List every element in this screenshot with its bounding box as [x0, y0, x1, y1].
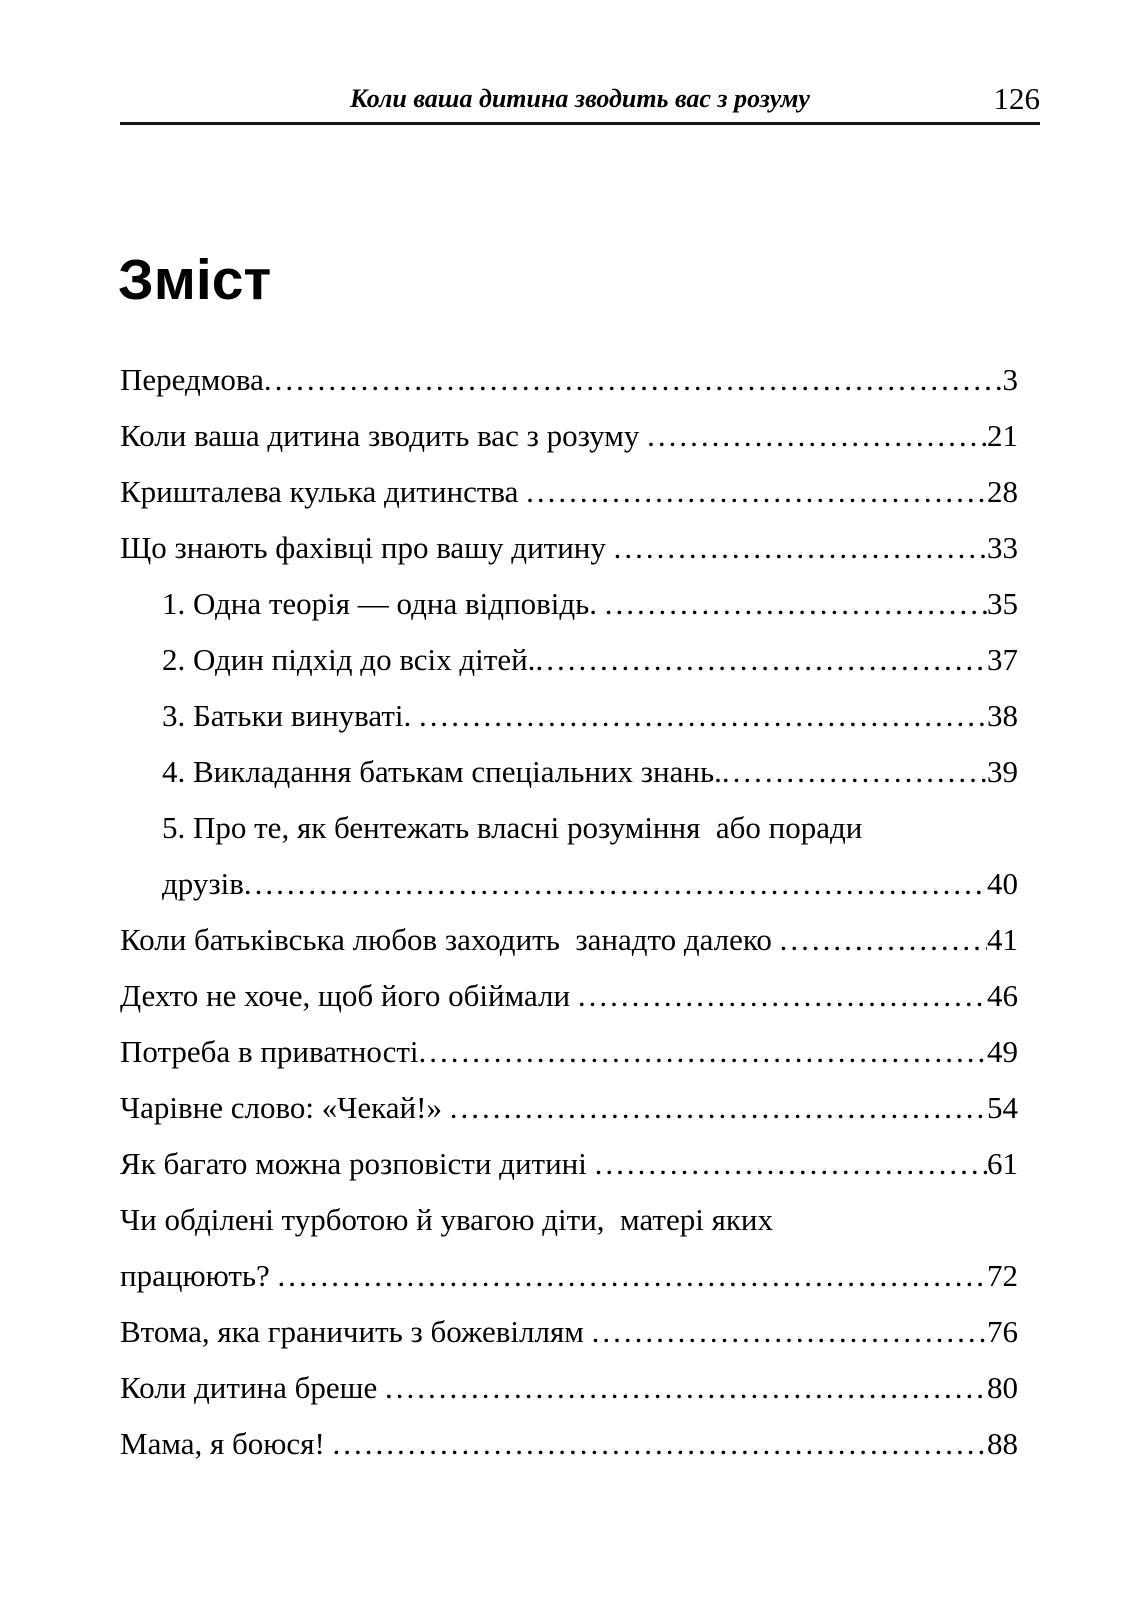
toc-dot-leader — [722, 744, 987, 800]
toc-dot-leader — [614, 520, 987, 576]
toc-entry-label: 3. Батьки винуваті. — [162, 698, 420, 733]
toc-entry-main-line — [120, 856, 1018, 912]
toc-entry-page: 88 — [987, 1426, 1018, 1461]
toc-entry — [120, 1192, 1018, 1304]
toc-entry-page: 54 — [987, 1090, 1018, 1125]
toc-entry-page: 41 — [987, 922, 1018, 957]
toc-entry-label: 2. Один підхід до всіх дітей. — [162, 642, 536, 677]
toc-entry-label: Коли батьківська любов заходить занадто далеко — [120, 922, 780, 957]
toc-entry-page: 39 — [987, 754, 1018, 789]
toc-entry-main-line — [120, 352, 1018, 408]
toc-entry-main-line — [120, 1304, 1018, 1360]
toc-dot-leader — [595, 1136, 987, 1192]
toc-dot-leader — [592, 1304, 987, 1360]
toc-entry-wrap-line — [120, 800, 1018, 856]
toc-dot-leader — [647, 408, 987, 464]
toc-entry-main-line — [120, 1416, 1018, 1472]
toc-dot-leader — [333, 1416, 987, 1472]
toc-entry-label: Коли ваша дитина зводить вас з розуму — [120, 418, 648, 453]
toc-entry-label: Кришталева кулька дитинства — [120, 474, 527, 509]
toc-entry-wrap-line — [120, 1192, 1018, 1248]
toc-entry — [120, 576, 1018, 632]
toc-dot-leader — [535, 632, 987, 688]
toc-entry — [120, 352, 1018, 408]
toc-entry — [120, 1136, 1018, 1192]
toc-entry — [120, 800, 1018, 912]
toc-dot-leader — [264, 352, 1003, 408]
toc-dot-leader — [526, 464, 987, 520]
toc-entry — [120, 1024, 1018, 1080]
toc-entry — [120, 464, 1018, 520]
toc-dot-leader — [419, 1024, 987, 1080]
toc-entry-page: 28 — [987, 474, 1018, 509]
toc-entry-page: 38 — [987, 698, 1018, 733]
toc-entry-label: 4. Викладання батькам спеціальних знань. — [162, 754, 722, 789]
table-of-contents — [120, 352, 1018, 1472]
toc-entry-label: Чарівне слово: «Чекай!» — [120, 1090, 450, 1125]
toc-dot-leader — [780, 912, 987, 968]
toc-entry — [120, 520, 1018, 576]
toc-entry-label: Як багато можна розповісти дитині — [120, 1146, 595, 1181]
toc-entry-page: 21 — [987, 418, 1018, 453]
toc-entry-label: Коли дитина бреше — [120, 1370, 386, 1405]
running-title: Коли ваша дитина зводить вас з розуму — [350, 84, 810, 113]
toc-dot-leader — [385, 1360, 987, 1416]
toc-entry-main-line — [120, 1248, 1018, 1304]
toc-entry-main-line — [120, 968, 1018, 1024]
toc-entry-page: 76 — [987, 1314, 1018, 1349]
toc-entry-label: Мама, я боюся! — [120, 1426, 333, 1461]
toc-entry-page: 40 — [987, 866, 1018, 901]
toc-entry-label: Передмова — [120, 362, 264, 397]
toc-entry-label: працюють? — [120, 1258, 278, 1293]
toc-entry — [120, 1360, 1018, 1416]
toc-entry-label: Що знають фахівці про вашу дитину — [120, 530, 614, 565]
toc-dot-leader — [450, 1080, 987, 1136]
page-title: Зміст — [118, 248, 272, 312]
toc-dot-leader — [278, 1248, 987, 1304]
toc-entry-label: Втома, яка граничить з божевіллям — [120, 1314, 592, 1349]
toc-entry-main-line — [120, 744, 1018, 800]
toc-entry-page: 3 — [1002, 362, 1018, 397]
page-header — [120, 70, 1040, 125]
toc-entry-main-line — [120, 576, 1018, 632]
toc-entry — [120, 1416, 1018, 1472]
toc-entry-page: 49 — [987, 1034, 1018, 1069]
toc-entry — [120, 1304, 1018, 1360]
toc-entry-main-line — [120, 464, 1018, 520]
toc-entry-label: Дехто не хоче, щоб його обіймали — [120, 978, 578, 1013]
toc-entry — [120, 912, 1018, 968]
toc-entry-page: 80 — [987, 1370, 1018, 1405]
toc-entry — [120, 408, 1018, 464]
page-number: 126 — [993, 81, 1040, 116]
toc-entry-label: Потреба в приватності — [120, 1034, 419, 1069]
toc-entry-page: 37 — [987, 642, 1018, 677]
toc-entry-main-line — [120, 1136, 1018, 1192]
toc-entry-page: 46 — [987, 978, 1018, 1013]
toc-entry-main-line — [120, 1080, 1018, 1136]
toc-entry-main-line — [120, 1024, 1018, 1080]
toc-dot-leader — [419, 688, 987, 744]
toc-entry — [120, 1080, 1018, 1136]
toc-dot-leader — [244, 856, 987, 912]
toc-entry-label: 1. Одна теорія — одна відповідь. — [162, 586, 605, 621]
toc-entry — [120, 968, 1018, 1024]
toc-entry-page: 72 — [987, 1258, 1018, 1293]
toc-dot-leader — [605, 576, 987, 632]
toc-entry-page: 33 — [987, 530, 1018, 565]
toc-entry-label: Чи обділені турботою й увагою діти, матері яких — [120, 1202, 773, 1237]
toc-entry-main-line — [120, 688, 1018, 744]
toc-entry-page: 35 — [987, 586, 1018, 621]
toc-entry-label: друзів — [162, 866, 244, 901]
toc-entry — [120, 744, 1018, 800]
toc-entry-label: 5. Про те, як бентежать власні розуміння або поради — [162, 810, 863, 845]
toc-dot-leader — [578, 968, 987, 1024]
toc-entry-main-line — [120, 912, 1018, 968]
toc-entry-page: 61 — [987, 1146, 1018, 1181]
toc-entry — [120, 688, 1018, 744]
toc-entry-main-line — [120, 520, 1018, 576]
toc-entry — [120, 632, 1018, 688]
toc-entry-main-line — [120, 1360, 1018, 1416]
toc-entry-main-line — [120, 632, 1018, 688]
toc-entry-main-line — [120, 408, 1018, 464]
